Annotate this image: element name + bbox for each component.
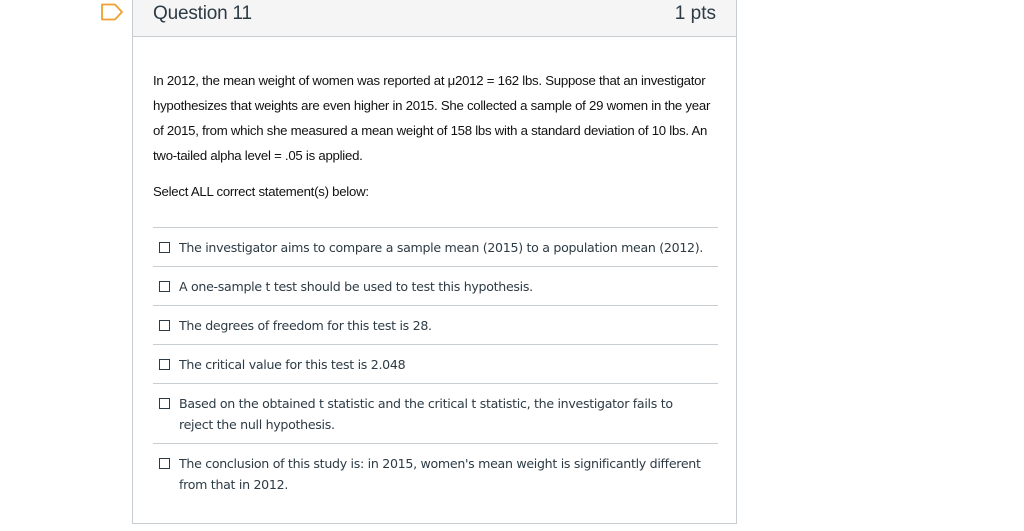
checkbox[interactable] [159, 242, 170, 253]
checkbox[interactable] [159, 320, 170, 331]
checkbox[interactable] [159, 281, 170, 292]
answer-label: The investigator aims to compare a sample mean (2015) to a population mean (2012). [179, 240, 704, 255]
answer-label: The critical value for this test is 2.048 [179, 357, 406, 372]
answer-option[interactable] [153, 345, 718, 384]
answer-label: The conclusion of this study is: in 2015, women's mean weight is significantly different from that in 2012. [179, 456, 701, 492]
answer-option[interactable] [153, 444, 718, 504]
question-body [153, 68, 719, 199]
answer-option[interactable] [153, 306, 718, 345]
flag-icon[interactable] [100, 3, 124, 21]
answer-list [153, 227, 718, 504]
answer-option[interactable] [153, 228, 718, 267]
answer-option[interactable] [153, 267, 718, 306]
answer-option[interactable] [153, 384, 718, 444]
question-points: 1 pts [674, 3, 716, 24]
answer-label: The degrees of freedom for this test is 28. [179, 318, 432, 333]
question-text: In 2012, the mean weight of women was reported at μ2012 = 162 lbs. Suppose that an investigator hypothesizes that weights are even higher in 2015. She collected a sample of 29 women in the year of 2015, from which she measured a mean weight of 158 lbs with a standard deviation of 10 lbs. An two-tailed alpha level = .05 is applied. [153, 73, 711, 163]
question-title: Question 11 [153, 3, 252, 24]
checkbox[interactable] [159, 398, 170, 409]
checkbox[interactable] [159, 458, 170, 469]
checkbox[interactable] [159, 359, 170, 370]
question-prompt: Select ALL correct statement(s) below: [153, 184, 369, 199]
question-card [132, 0, 737, 524]
question-header [133, 0, 736, 37]
answer-label: A one-sample t test should be used to test this hypothesis. [179, 279, 533, 294]
answer-label: Based on the obtained t statistic and the critical t statistic, the investigator fails to reject the null hypothesis. [179, 396, 673, 432]
